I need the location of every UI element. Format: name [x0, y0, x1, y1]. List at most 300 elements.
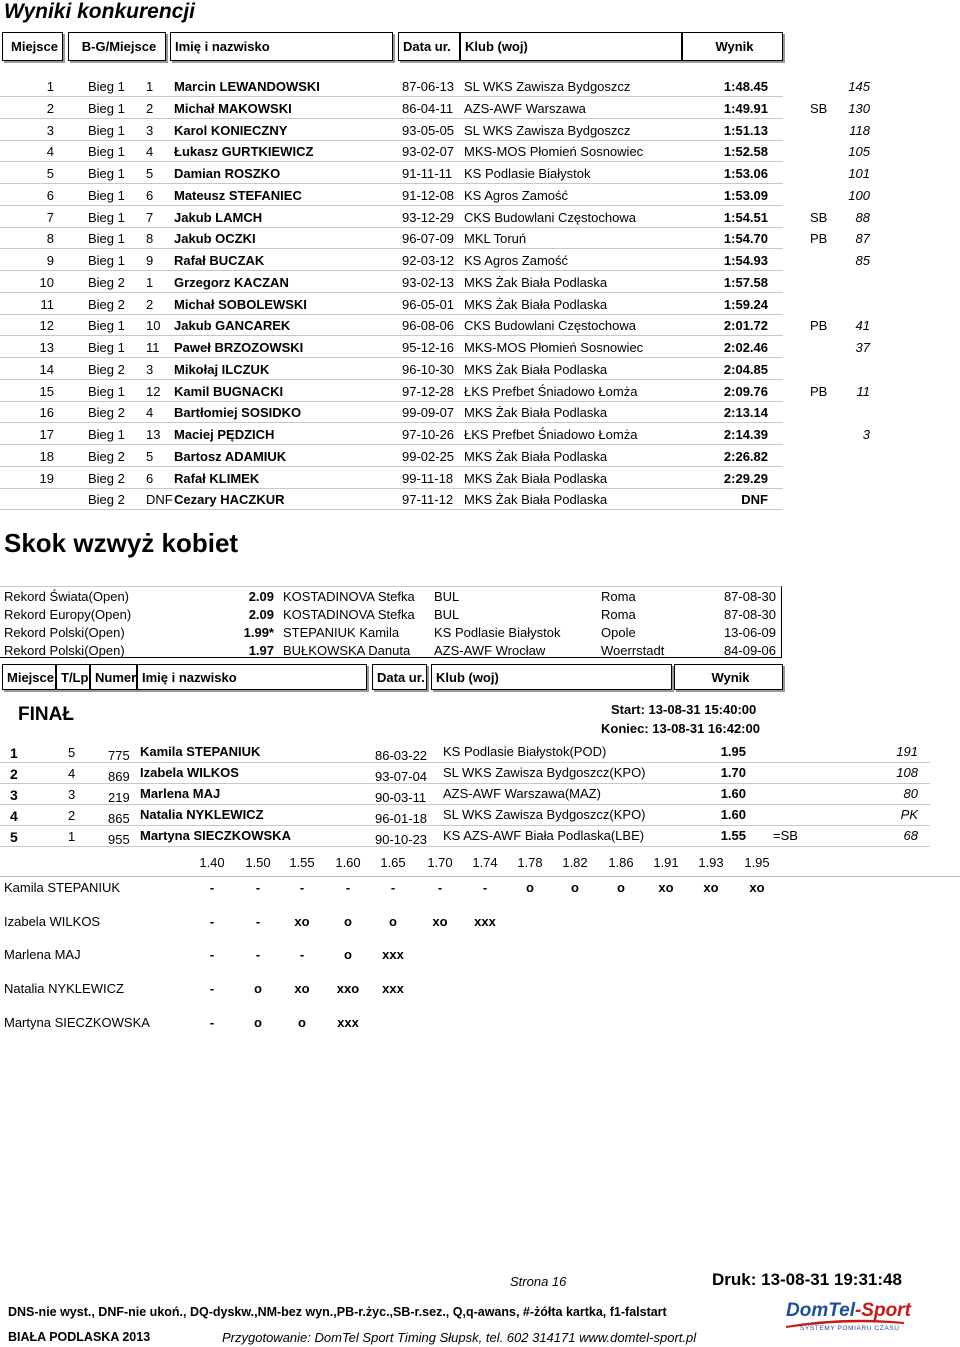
row-note: =SB — [773, 828, 798, 843]
attempt-mark: - — [255, 880, 261, 895]
row-heat-position: 5 — [146, 448, 154, 464]
row-points: PK — [900, 807, 918, 822]
row-result: 1:54.93 — [723, 253, 768, 268]
row-athlete-name: Damian ROSZKO — [174, 166, 281, 181]
row-points: 41 — [855, 318, 870, 334]
attempt-mark: - — [482, 880, 488, 895]
attempt-mark: xxx — [382, 981, 404, 997]
record-date: 87-08-30 — [723, 589, 776, 604]
row-birth-date: 86-03-22 — [375, 748, 428, 763]
row-points: 85 — [855, 253, 870, 268]
final-label: FINAŁ — [18, 704, 74, 725]
row-heat-position: 13 — [146, 427, 161, 442]
attempt-mark: o — [571, 880, 579, 895]
header-place: Miejsce — [2, 32, 63, 61]
row-place: 12 — [39, 318, 54, 334]
row-athlete-name: Kamila STEPANIUK — [140, 744, 261, 759]
row-order: 3 — [68, 787, 76, 802]
row-club: MKS Żak Biała Podlaska — [464, 470, 608, 486]
attempt-mark: o — [298, 1014, 306, 1030]
record-club: BUL — [434, 589, 460, 604]
row-heat-position: 4 — [146, 144, 154, 160]
row-heat: Bieg 2 — [88, 296, 125, 312]
row-club: MKS Żak Biała Podlaska — [464, 492, 608, 508]
row-club: SL WKS Zawisza Bydgoszcz — [464, 79, 631, 94]
row-birth-date: 99-11-18 — [402, 470, 454, 486]
attempt-mark: - — [299, 947, 305, 963]
row-club: MKS-MOS Płomień Sosnowiec — [464, 340, 644, 355]
row-heat-position: 10 — [146, 318, 161, 334]
row-birth-date: 97-10-26 — [402, 427, 455, 442]
row-club: MKS Żak Biała Podlaska — [464, 274, 608, 290]
table-row — [0, 97, 960, 119]
attempt-mark: o — [617, 880, 625, 895]
row-result: 1.60 — [720, 807, 746, 822]
row-birth-date: 99-02-25 — [402, 448, 455, 464]
table-row — [0, 162, 960, 184]
row-heat-position: 1 — [146, 274, 154, 290]
record-place: Opole — [601, 625, 636, 640]
heights-divider — [0, 876, 960, 877]
row-result: 2:26.82 — [723, 448, 768, 464]
row-place: 15 — [39, 383, 54, 399]
table-row — [0, 826, 960, 847]
row-heat-position: 8 — [146, 231, 154, 247]
row-birth-date: 96-10-30 — [402, 361, 455, 377]
table-row — [0, 184, 960, 206]
row-birth-date: 91-11-11 — [402, 166, 453, 181]
row-place: 5 — [46, 166, 54, 181]
record-label: Rekord Świata(Open) — [4, 589, 129, 604]
row-points: 11 — [856, 383, 870, 399]
attempt-mark: - — [255, 947, 261, 963]
attempts-athlete-name: Kamila STEPANIUK — [4, 880, 121, 895]
row-order: 1 — [68, 829, 76, 844]
record-value: 2.09 — [248, 589, 274, 604]
attempt-mark: xxo — [336, 981, 360, 997]
row-heat-position: 4 — [146, 405, 154, 421]
row-heat: Bieg 2 — [88, 361, 125, 377]
row-place: 8 — [46, 231, 54, 247]
row-bib: 865 — [108, 811, 130, 826]
end-time: Koniec: 13-08-31 16:42:00 — [601, 721, 760, 736]
row-heat-position: 3 — [146, 122, 154, 138]
attempt-mark: - — [209, 1014, 215, 1030]
row-athlete-name: Michał MAKOWSKI — [174, 100, 292, 116]
row-heat: Bieg 1 — [88, 166, 125, 181]
row-points: 37 — [855, 340, 870, 355]
row-birth-date: 87-06-13 — [402, 79, 455, 94]
height-label: 1.60 — [335, 855, 361, 870]
header-result: Wynik — [682, 32, 783, 61]
attempt-mark: o — [254, 1014, 262, 1030]
row-athlete-name: Grzegorz KACZAN — [174, 274, 289, 290]
table-row — [0, 805, 960, 826]
record-place: Woerrstadt — [601, 643, 665, 658]
row-points: 130 — [848, 100, 870, 116]
row-athlete-name: Mikołaj ILCZUK — [174, 361, 270, 377]
row-points: 100 — [848, 187, 870, 203]
record-value: 1.99* — [243, 625, 274, 640]
height-label: 1.70 — [427, 855, 453, 870]
row-points: 80 — [903, 786, 918, 801]
row-athlete-name: Rafał BUCZAK — [174, 253, 265, 268]
header2-dob: Data ur. — [372, 664, 427, 690]
logo-text: DomTel-Sport — [786, 1300, 911, 1321]
row-result: 2:13.14 — [723, 405, 768, 421]
attempt-mark: - — [437, 880, 443, 895]
row-result: 1:52.58 — [723, 144, 768, 160]
table-row — [0, 336, 960, 358]
row-place: 11 — [40, 296, 54, 312]
row-bib: 219 — [108, 790, 130, 805]
header2-name: Imię i nazwisko — [137, 664, 367, 690]
row-note: PB — [810, 231, 828, 247]
table-row — [0, 358, 960, 380]
table-row — [0, 271, 960, 293]
row-athlete-name: Jakub GANCAREK — [174, 318, 291, 334]
row-club: KS Agros Zamość — [464, 253, 569, 268]
row-heat: Bieg 1 — [88, 122, 125, 138]
record-date: 87-08-30 — [723, 607, 776, 622]
row-birth-date: 91-12-08 — [402, 187, 455, 203]
height-label: 1.91 — [653, 855, 679, 870]
row-birth-date: 93-02-13 — [402, 274, 455, 290]
header-heat: B-G/Miejsce — [68, 32, 166, 61]
row-result: 2:04.85 — [723, 361, 768, 377]
record-value: 2.09 — [248, 607, 274, 622]
height-label: 1.55 — [289, 855, 315, 870]
table-row — [0, 206, 960, 228]
table-row — [0, 314, 960, 336]
row-result: 1.95 — [720, 744, 746, 759]
row-heat: Bieg 1 — [88, 187, 125, 203]
attempts-athlete-name: Izabela WILKOS — [4, 913, 101, 929]
header2-tlp: T/Lp — [56, 664, 90, 690]
height-label: 1.74 — [472, 855, 498, 870]
row-club: MKS Żak Biała Podlaska — [464, 405, 608, 421]
header2-place: Miejsce — [2, 664, 56, 690]
section-title: Skok wzwyż kobiet — [4, 528, 239, 558]
row-birth-date: 95-12-16 — [402, 340, 455, 355]
attempt-mark: xxx — [474, 913, 496, 929]
row-athlete-name: Maciej PĘDZICH — [174, 427, 275, 442]
height-label: 1.93 — [698, 855, 724, 870]
attempt-mark: - — [209, 981, 215, 997]
row-place: 3 — [46, 122, 54, 138]
row-divider — [0, 509, 783, 510]
row-athlete-name: Martyna SIECZKOWSKA — [140, 828, 291, 843]
row-place: 3 — [10, 787, 18, 803]
row-place: 16 — [39, 405, 54, 421]
record-value: 1.97 — [248, 643, 274, 658]
row-birth-date: 93-12-29 — [402, 209, 455, 225]
row-points: 3 — [862, 427, 870, 442]
attempt-mark: xxx — [337, 1014, 359, 1030]
row-club: KS AZS-AWF Biała Podlaska(LBE) — [443, 828, 645, 843]
record-label: Rekord Polski(Open) — [4, 625, 125, 640]
row-athlete-name: Łukasz GURTKIEWICZ — [174, 144, 314, 160]
attempt-mark: o — [344, 947, 352, 963]
row-heat: Bieg 2 — [88, 470, 125, 486]
row-result: 1.60 — [720, 786, 746, 801]
row-result: 1:49.91 — [723, 100, 768, 116]
record-holder: STEPANIUK Kamila — [283, 625, 400, 640]
row-athlete-name: Cezary HACZKUR — [174, 492, 285, 508]
attempt-mark: o — [526, 880, 534, 895]
row-place: 4 — [10, 808, 18, 824]
row-athlete-name: Mateusz STEFANIEC — [174, 187, 302, 203]
row-birth-date: 96-01-18 — [375, 811, 428, 826]
row-place: 2 — [46, 100, 54, 116]
row-order: 5 — [68, 745, 76, 760]
row-club: KS Agros Zamość — [464, 187, 569, 203]
row-note: SB — [810, 100, 828, 116]
row-result: 2:14.39 — [723, 427, 768, 442]
record-date: 13-06-09 — [723, 625, 776, 640]
row-place: 10 — [39, 274, 54, 290]
height-label: 1.40 — [199, 855, 225, 870]
row-points: 87 — [855, 231, 870, 247]
row-place: 2 — [10, 766, 18, 782]
row-club: ŁKS Prefbet Śniadowo Łomża — [464, 383, 638, 399]
table-row — [0, 488, 960, 510]
row-note: PB — [810, 318, 828, 334]
row-place: 9 — [46, 253, 54, 268]
row-result: 2:02.46 — [723, 340, 768, 355]
attempt-mark: - — [299, 880, 305, 895]
row-points: 105 — [848, 144, 870, 160]
record-club: AZS-AWF Wrocław — [434, 643, 546, 658]
table-row — [0, 445, 960, 467]
table-row — [0, 742, 960, 763]
row-heat-position: 2 — [146, 100, 154, 116]
print-time: Druk: 13-08-31 19:31:48 — [712, 1270, 902, 1289]
row-heat: Bieg 2 — [88, 274, 125, 290]
row-club: SL WKS Zawisza Bydgoszcz — [464, 122, 631, 138]
row-result: 2:01.72 — [723, 318, 768, 334]
row-note: PB — [810, 383, 828, 399]
row-points: 145 — [848, 79, 870, 94]
row-bib: 869 — [108, 769, 130, 784]
row-place: 1 — [10, 745, 18, 761]
row-result: DNF — [741, 492, 768, 508]
row-points: 68 — [903, 828, 918, 843]
row-club: SL WKS Zawisza Bydgoszcz(KPO) — [443, 765, 646, 780]
row-athlete-name: Marlena MAJ — [140, 786, 221, 801]
height-label: 1.50 — [245, 855, 271, 870]
row-athlete-name: Jakub OCZKI — [174, 231, 256, 247]
attempts-athlete-name: Natalia NYKLEWICZ — [4, 981, 124, 997]
record-row — [0, 642, 782, 660]
row-club: CKS Budowlani Częstochowa — [464, 209, 636, 225]
row-heat: Bieg 1 — [88, 427, 125, 442]
record-club: BUL — [434, 607, 460, 622]
record-place: Roma — [601, 607, 636, 622]
row-heat: Bieg 2 — [88, 448, 125, 464]
attempt-mark: - — [209, 913, 215, 929]
row-place: 4 — [46, 144, 54, 160]
table-row — [0, 423, 960, 445]
row-heat-position: 1 — [146, 79, 154, 94]
row-result: 1:53.06 — [723, 166, 768, 181]
table-row — [0, 380, 960, 402]
row-heat: Bieg 1 — [88, 383, 125, 399]
row-result: 1:48.45 — [723, 79, 768, 94]
row-birth-date: 96-05-01 — [402, 296, 455, 312]
row-points: 118 — [849, 122, 870, 138]
row-place: 7 — [46, 209, 54, 225]
row-heat-position: 11 — [146, 340, 160, 355]
height-label: 1.95 — [744, 855, 770, 870]
record-date: 84-09-06 — [723, 643, 776, 658]
row-place: 14 — [39, 361, 54, 377]
row-divider — [0, 846, 930, 847]
row-place: 18 — [39, 448, 54, 464]
row-heat: Bieg 1 — [88, 318, 125, 334]
row-athlete-name: Bartłomiej SOSIDKO — [174, 405, 302, 421]
row-result: 2:09.76 — [723, 383, 768, 399]
attempt-mark: - — [209, 947, 215, 963]
attempt-mark: xo — [658, 880, 674, 895]
attempts-athlete-name: Marlena MAJ — [4, 947, 81, 963]
row-place: 17 — [39, 427, 54, 442]
row-club: KS Podlasie Białystok(POD) — [443, 744, 607, 759]
row-athlete-name: Natalia NYKLEWICZ — [140, 807, 264, 822]
record-place: Roma — [601, 589, 636, 604]
row-place: 13 — [39, 340, 54, 355]
header2-result: Wynik — [674, 664, 783, 690]
table-row — [0, 763, 960, 784]
row-athlete-name: Kamil BUGNACKI — [174, 383, 284, 399]
row-heat-position: 2 — [146, 296, 154, 312]
row-heat-position: 5 — [146, 166, 154, 181]
attempt-mark: - — [345, 880, 351, 895]
row-result: 1:54.70 — [723, 231, 768, 247]
logo-tagline: SYSTEMY POMIARU CZASU — [800, 1325, 900, 1332]
row-points: 88 — [855, 209, 870, 225]
row-place: 1 — [46, 79, 54, 94]
page-number: Strona 16 — [510, 1274, 567, 1289]
row-athlete-name: Paweł BRZOZOWSKI — [174, 340, 304, 355]
row-heat-position: 12 — [146, 383, 161, 399]
row-athlete-name: Karol KONIECZNY — [174, 122, 288, 138]
attempt-mark: xxx — [382, 947, 404, 963]
row-result: 1.70 — [720, 765, 746, 780]
row-heat-position: 9 — [146, 253, 154, 268]
record-label: Rekord Polski(Open) — [4, 643, 125, 658]
row-club: MKS Żak Biała Podlaska — [464, 361, 608, 377]
header-club: Klub (woj) — [460, 32, 682, 61]
row-heat: Bieg 1 — [88, 79, 125, 94]
event-name: BIAŁA PODLASKA 2013 — [8, 1330, 151, 1344]
row-athlete-name: Rafał KLIMEK — [174, 470, 260, 486]
table-row — [0, 227, 960, 249]
row-birth-date: 92-03-12 — [402, 253, 455, 268]
table-row — [0, 119, 960, 141]
row-birth-date: 93-05-05 — [402, 122, 455, 138]
row-club: MKS Żak Biała Podlaska — [464, 296, 608, 312]
row-bib: 775 — [108, 748, 130, 763]
row-birth-date: 99-09-07 — [402, 405, 455, 421]
start-time: Start: 13-08-31 15:40:00 — [611, 702, 757, 717]
row-club: CKS Budowlani Częstochowa — [464, 318, 636, 334]
row-birth-date: 97-11-12 — [402, 492, 454, 508]
row-birth-date: 93-07-04 — [375, 769, 428, 784]
prepared-by: Przygotowanie: DomTel Sport Timing Słupsk, tel. 602 314171 www.domtel-sport.pl — [222, 1330, 697, 1345]
row-points: 101 — [848, 166, 870, 181]
table-row — [0, 293, 960, 315]
table-row — [0, 75, 960, 97]
table-row — [0, 401, 960, 423]
row-heat-position: DNF — [146, 492, 173, 508]
record-row — [0, 624, 782, 642]
row-heat: Bieg 1 — [88, 340, 125, 355]
record-holder: KOSTADINOVA Stefka — [283, 607, 415, 622]
row-result: 1:54.51 — [723, 209, 768, 225]
page-title: Wyniki konkurencji — [4, 0, 195, 23]
record-holder: BUŁKOWSKA Danuta — [283, 643, 411, 658]
header2-club: Klub (woj) — [431, 664, 672, 690]
row-place: 6 — [46, 187, 54, 203]
row-result: 1.55 — [720, 828, 746, 843]
table-row — [0, 140, 960, 162]
attempts-athlete-name: Martyna SIECZKOWSKA — [4, 1014, 150, 1030]
table-row — [0, 784, 960, 805]
attempt-mark: xo — [294, 981, 310, 997]
row-heat-position: 7 — [146, 209, 154, 225]
row-birth-date: 96-08-06 — [402, 318, 455, 334]
row-club: AZS-AWF Warszawa(MAZ) — [443, 786, 601, 801]
row-club: MKS-MOS Płomień Sosnowiec — [464, 144, 644, 160]
legend-text: DNS-nie wyst., DNF-nie ukoń., DQ-dyskw.,NM-bez wyn.,PB-r.życ.,SB-r.sez., Q,q-awans, #-żółta kartka, f1-falstart — [8, 1305, 667, 1319]
row-heat-position: 3 — [146, 361, 154, 377]
attempt-mark: xo — [703, 880, 719, 895]
row-club: ŁKS Prefbet Śniadowo Łomża — [464, 427, 638, 442]
table-row — [0, 249, 960, 271]
row-athlete-name: Izabela WILKOS — [140, 765, 239, 780]
row-note: SB — [810, 209, 828, 225]
row-bib: 955 — [108, 832, 130, 847]
row-result: 1:53.09 — [723, 187, 768, 203]
header-dob: Data ur. — [398, 32, 460, 61]
row-points: 108 — [896, 765, 918, 780]
row-birth-date: 97-12-28 — [402, 383, 455, 399]
height-label: 1.86 — [608, 855, 634, 870]
attempt-mark: xo — [294, 913, 310, 929]
row-athlete-name: Jakub LAMCH — [174, 209, 263, 225]
attempt-mark: - — [255, 913, 261, 929]
row-result: 2:29.29 — [723, 470, 768, 486]
row-birth-date: 93-02-07 — [402, 144, 455, 160]
row-place: 19 — [39, 470, 54, 486]
row-heat: Bieg 2 — [88, 405, 125, 421]
record-row — [0, 588, 782, 606]
row-club: AZS-AWF Warszawa — [464, 100, 586, 116]
row-heat-position: 6 — [146, 470, 154, 486]
attempt-mark: - — [390, 880, 396, 895]
row-heat: Bieg 1 — [88, 253, 125, 268]
row-heat: Bieg 2 — [88, 492, 125, 508]
row-athlete-name: Bartosz ADAMIUK — [174, 448, 287, 464]
table-row — [0, 467, 960, 489]
row-heat: Bieg 1 — [88, 231, 125, 247]
attempt-mark: xo — [749, 880, 765, 895]
row-place: 5 — [10, 829, 18, 845]
row-birth-date: 90-03-11 — [375, 790, 427, 805]
attempt-mark: xo — [432, 913, 448, 929]
row-birth-date: 86-04-11 — [402, 100, 454, 116]
